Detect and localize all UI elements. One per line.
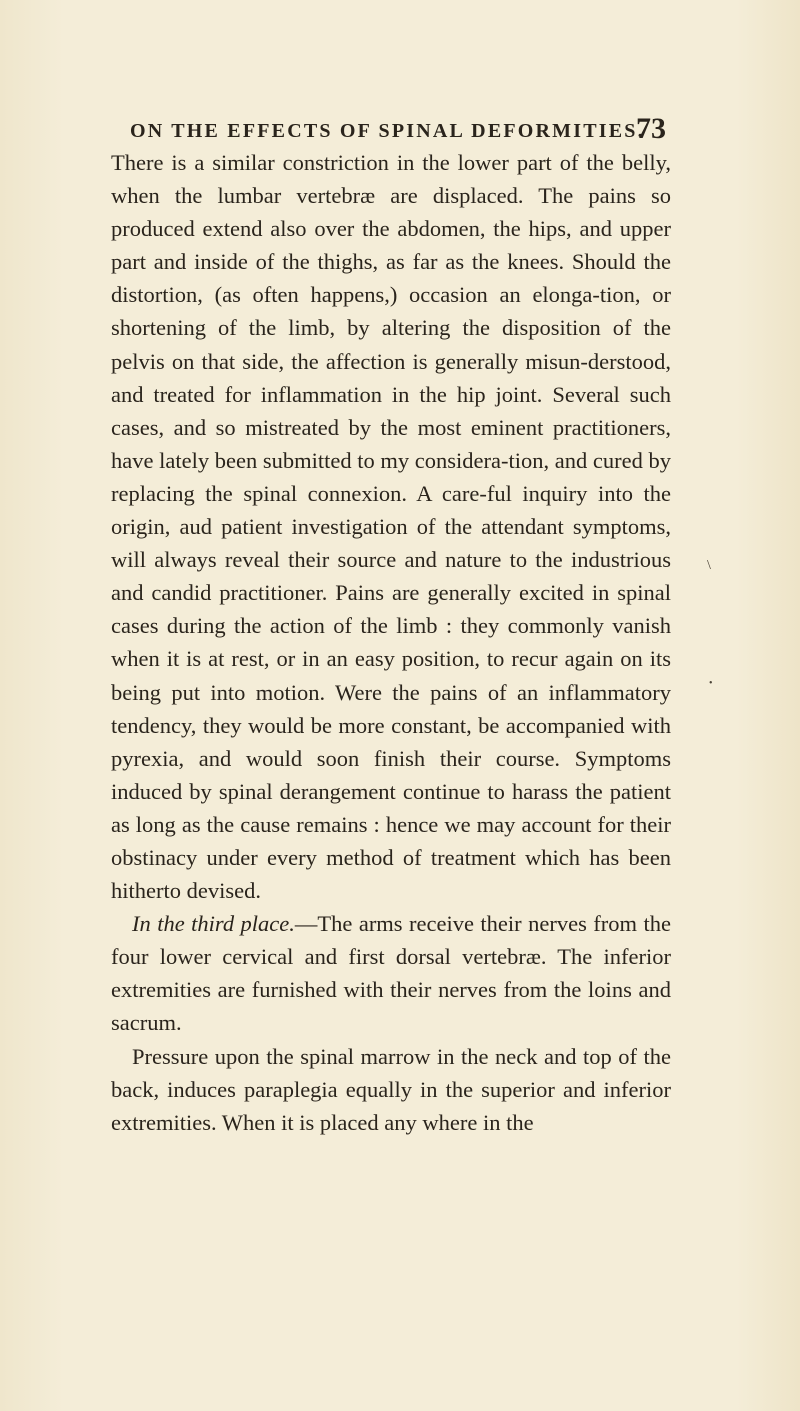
body-text (111, 146, 671, 1139)
paragraph-1: There is a similar constriction in the lower part of the belly, when the lumbar vertebræ are displaced. The pains so produced extend also over the abdomen, the hips, and upper part and inside of the thighs, as far as the knees. Should the distortion, (as often happens,) occasion an elonga-tion, or shortening of the limb, by altering the disposition of the pelvis on that side, the affection is generally misun-derstood, and treated for inflammation in the hip joint. Several such cases, and so mistreated by the most eminent practitioners, have lately been submitted to my considera-tion, and cured by replacing the spinal connexion. A care-ful inquiry into the origin, aud patient investigation of the attendant symptoms, will always reveal their source and nature to the industrious and candid practitioner. Pains are generally excited in spinal cases during the action of the limb : they commonly vanish when it is at rest, or in an easy position, to recur again on its being put into motion. Were the pains of an inflammatory tendency, they would be more constant, be accompanied with pyrexia, and would soon finish their course. Symptoms induced by spinal derangement continue to harass the patient as long as the cause remains : hence we may account for their obstinacy under every method of treatment which has been hitherto devised. (111, 150, 671, 904)
paragraph-3: Pressure upon the spinal marrow in the neck and top of the back, induces paraplegia equally in the superior and inferior extremities. When it is placed any where in the (111, 1043, 671, 1135)
page-number: 73 (636, 112, 666, 145)
paragraph-2-text: —The arms receive their nerves from the four lower cervical and first dorsal vertebræ. The inferior extremities are furnished with their nerves from the loins and sacrum. (111, 911, 671, 1036)
margin-tick-mark: \ (707, 558, 711, 573)
running-head (130, 112, 666, 148)
running-title: ON THE EFFECTS OF SPINAL DEFORMITIES. (130, 120, 645, 142)
margin-dot-mark: • (709, 678, 713, 689)
paragraph-2 (111, 907, 671, 1039)
italic-lead: In the third place. (132, 911, 295, 937)
